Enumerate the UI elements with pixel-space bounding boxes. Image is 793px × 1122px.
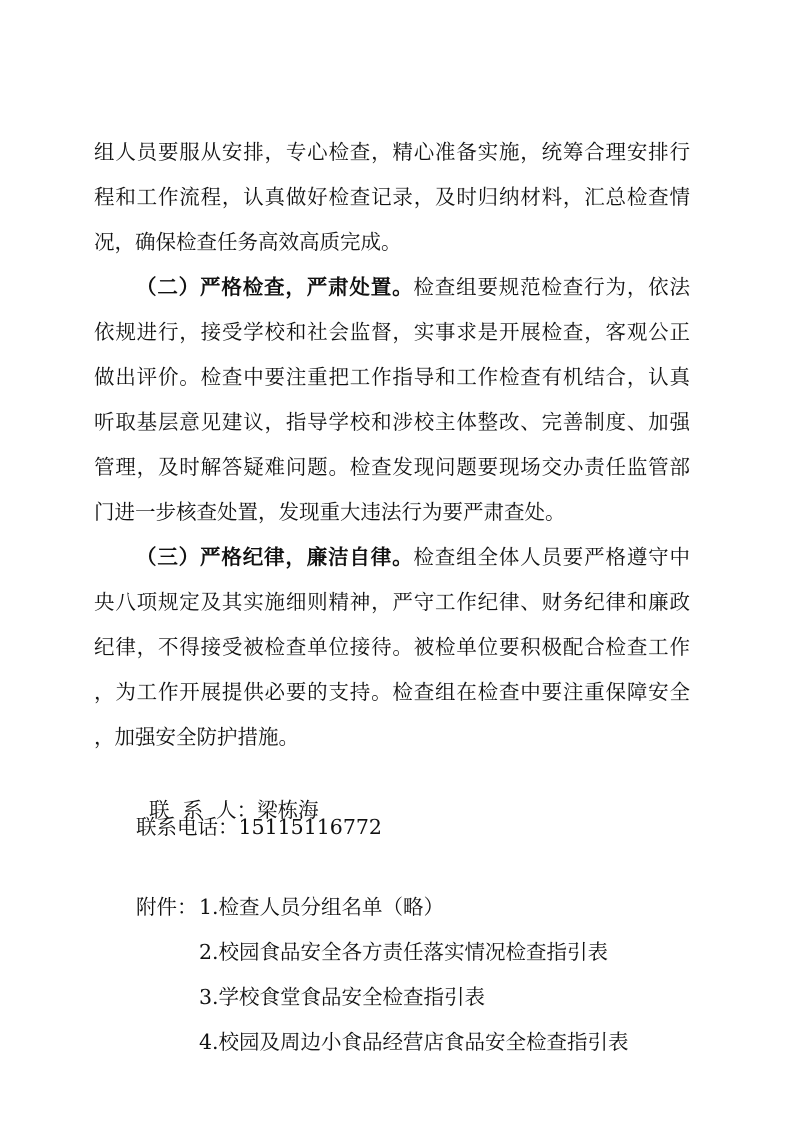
contact-phone-label: 联系电话： xyxy=(136,815,239,839)
body-text-line: 听取基层意见建议，指导学校和涉校主体整改、完善制度、加强 xyxy=(94,410,690,434)
body-text-line: 做出评价。检查中要注重把工作指导和工作检查有机结合，认真 xyxy=(94,365,690,389)
attachments-label: 附件： xyxy=(136,895,198,919)
body-text-line: 管理，及时解答疑难问题。检查发现问题要现场交办责任监管部 xyxy=(94,455,690,479)
attachment-item: 3.学校食堂食品安全检查指引表 xyxy=(199,985,486,1009)
body-text-line: ，加强安全防护措施。 xyxy=(94,725,299,749)
section-3-first-line xyxy=(136,543,690,571)
section-2-first-line xyxy=(136,273,690,301)
contact-person-value: 梁栋海 xyxy=(257,798,319,822)
section-3-first-line-text: 检查组全体人员要严格遵守中 xyxy=(413,545,691,569)
section-2-heading: （二）严格检查，严肃处置。 xyxy=(136,275,414,299)
body-text-line: ，为工作开展提供必要的支持。检查组在检查中要注重保障安全 xyxy=(94,680,690,704)
contact-phone-value: 15115116772 xyxy=(238,815,382,839)
contact-phone xyxy=(136,813,382,841)
contact-person-label: 联 系 人： xyxy=(149,798,258,822)
attachment-item: 2.校园食品安全各方责任落实情况检查指引表 xyxy=(199,940,609,964)
body-text-line: 纪律，不得接受被检查单位接待。被检单位要积极配合检查工作 xyxy=(94,635,690,659)
section-2-first-line-text: 检查组要规范检查行为，依法 xyxy=(413,275,691,299)
attachment-item: 4.校园及周边小食品经营店食品安全检查指引表 xyxy=(199,1030,629,1054)
body-text-line: 央八项规定及其实施细则精神，严守工作纪律、财务纪律和廉政 xyxy=(94,590,690,614)
body-text-line: 门进一步核查处置，发现重大违法行为要严肃查处。 xyxy=(94,500,566,524)
body-text-line: 组人员要服从安排，专心检查，精心准备实施，统筹合理安排行 xyxy=(94,140,690,164)
attachment-item: 1.检查人员分组名单（略） xyxy=(199,895,445,919)
body-text-line: 程和工作流程，认真做好检查记录，及时归纳材料，汇总检查情 xyxy=(94,185,690,209)
body-text-line: 况，确保检查任务高效高质完成。 xyxy=(94,230,402,254)
body-text-line: 依规进行，接受学校和社会监督，实事求是开展检查，客观公正 xyxy=(94,320,690,344)
section-3-heading: （三）严格纪律，廉洁自律。 xyxy=(136,545,414,569)
